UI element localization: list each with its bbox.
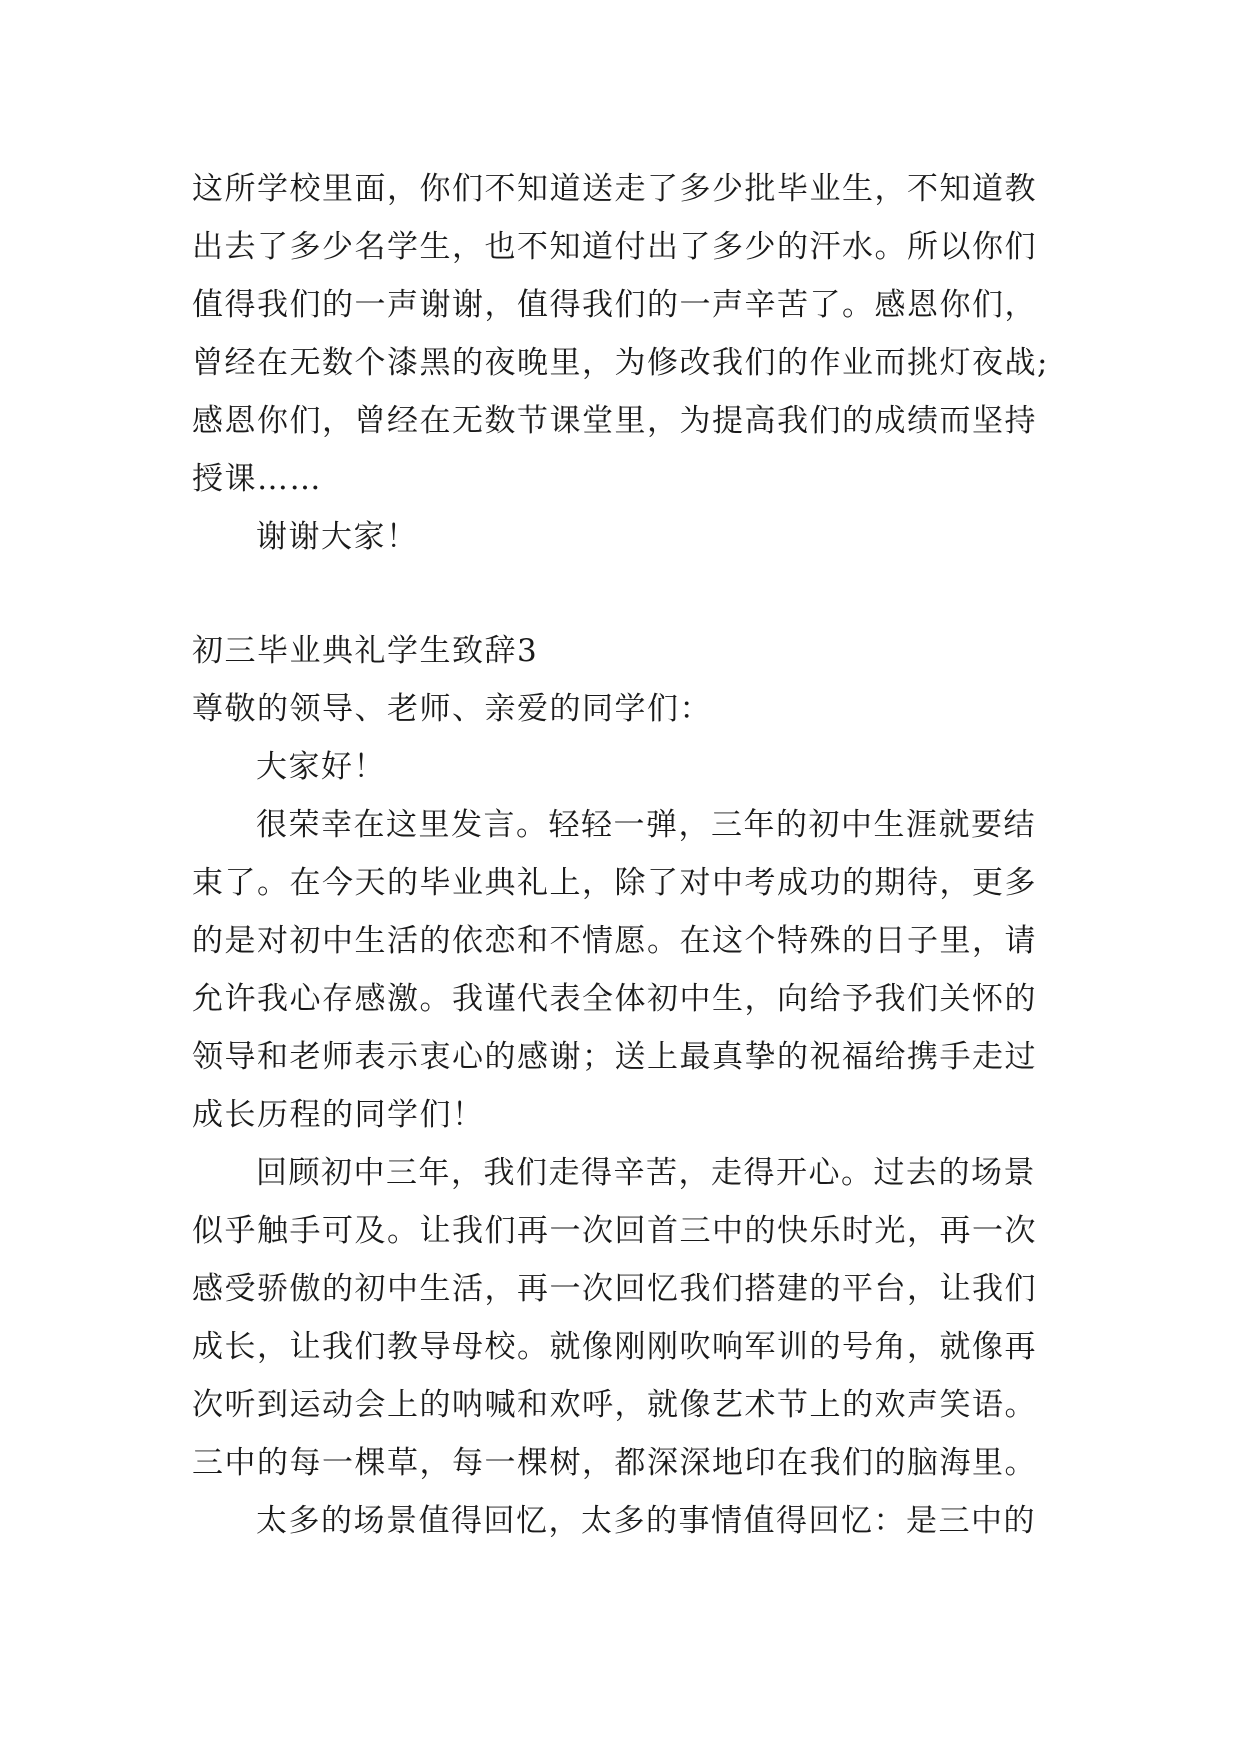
paragraph-line: 感受骄傲的初中生活，再一次回忆我们搭建的平台，让我们 [192, 1271, 1037, 1307]
greeting: 大家好！ [256, 749, 386, 785]
paragraph-line: 太多的场景值得回忆，太多的事情值得回忆：是三中的 [256, 1503, 1036, 1539]
paragraph-line: 次听到运动会上的呐喊和欢呼，就像艺术节上的欢声笑语。 [192, 1387, 1037, 1423]
paragraph-line: 允许我心存感激。我谨代表全体初中生，向给予我们关怀的 [192, 981, 1037, 1017]
speech-3 [192, 622, 1072, 1550]
paragraph-line: 曾经在无数个漆黑的夜晚里，为修改我们的作业而挑灯夜战; [192, 345, 1049, 381]
salutation: 尊敬的领导、老师、亲爱的同学们： [192, 691, 712, 727]
paragraph-line: 的是对初中生活的依恋和不情愿。在这个特殊的日子里，请 [192, 923, 1037, 959]
paragraph-line: 授课…… [192, 461, 322, 497]
paragraph-line: 回顾初中三年，我们走得辛苦，走得开心。过去的场景 [256, 1155, 1036, 1191]
paragraph-line: 这所学校里面，你们不知道送走了多少批毕业生，不知道教 [192, 171, 1037, 207]
paragraph-line: 感恩你们，曾经在无数节课堂里，为提高我们的成绩而坚持 [192, 403, 1037, 439]
paragraph-line: 成长，让我们教导母校。就像刚刚吹响军训的号角，就像再 [192, 1329, 1037, 1365]
section-title: 初三毕业典礼学生致辞3 [192, 633, 539, 669]
paragraph-line: 出去了多少名学生，也不知道付出了多少的汗水。所以你们 [192, 229, 1037, 265]
paragraph-line: 成长历程的同学们！ [192, 1097, 485, 1133]
paragraph-line: 很荣幸在这里发言。轻轻一弹，三年的初中生涯就要结 [256, 807, 1036, 843]
paragraph-line: 似乎触手可及。让我们再一次回首三中的快乐时光，再一次 [192, 1213, 1037, 1249]
closing-line: 谢谢大家！ [256, 519, 419, 555]
paragraph-line: 值得我们的一声谢谢，值得我们的一声辛苦了。感恩你们， [192, 287, 1037, 323]
paragraph-line: 束了。在今天的毕业典礼上，除了对中考成功的期待，更多 [192, 865, 1037, 901]
speech-continuation [192, 160, 1072, 566]
paragraph-line: 领导和老师表示衷心的感谢；送上最真挚的祝福给携手走过 [192, 1039, 1037, 1075]
paragraph-line: 三中的每一棵草，每一棵树，都深深地印在我们的脑海里。 [192, 1445, 1037, 1481]
